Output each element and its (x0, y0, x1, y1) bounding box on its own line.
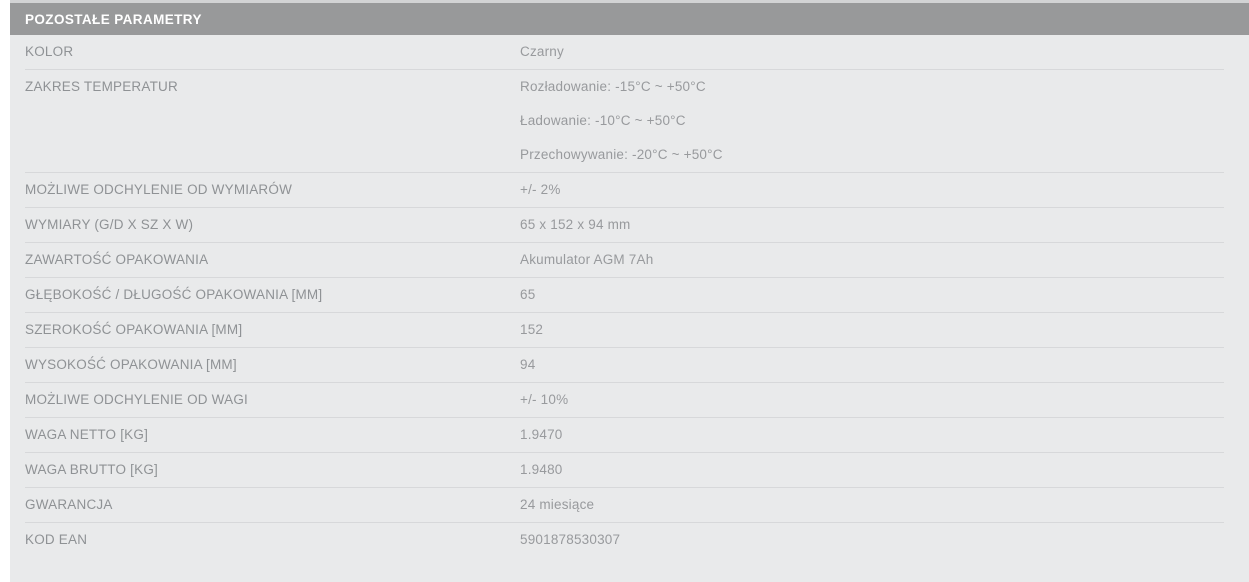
param-label: WYSOKOŚĆ OPAKOWANIA [MM] (25, 357, 237, 372)
param-label: SZEROKOŚĆ OPAKOWANIA [MM] (25, 322, 243, 337)
param-label: ZAKRES TEMPERATUR (25, 79, 178, 94)
table-row-zawartosc-opakowania (25, 243, 1224, 278)
table-row-gwarancja (25, 488, 1224, 523)
table-row-wysokosc-opakowania (25, 348, 1224, 383)
param-value: 1.9480 (520, 462, 563, 477)
spec-table (10, 35, 1249, 582)
param-value: 1.9470 (520, 427, 563, 442)
param-label: KOD EAN (25, 532, 88, 547)
table-row-kod-ean (25, 523, 1224, 557)
table-row-glebokosc-opakowania (25, 278, 1224, 313)
param-value: Rozładowanie: -15°C ~ +50°C Ładowanie: -10°C ~ +50°C Przechowywanie: -20°C ~ +50°C (520, 79, 723, 162)
param-value: 24 miesiące (520, 497, 595, 512)
param-value: 152 (520, 322, 544, 337)
table-row-waga-brutto (25, 453, 1224, 488)
param-label: WYMIARY (G/D X SZ X W) (25, 217, 194, 232)
param-value: 65 x 152 x 94 mm (520, 217, 631, 232)
table-row-szerokosc-opakowania (25, 313, 1224, 348)
param-label: GŁĘBOKOŚĆ / DŁUGOŚĆ OPAKOWANIA [MM] (25, 287, 323, 302)
table-row-kolor (25, 35, 1224, 70)
param-value: +/- 10% (520, 392, 569, 407)
param-value: 65 (520, 287, 536, 302)
parameters-panel (10, 0, 1249, 582)
param-label: GWARANCJA (25, 497, 113, 512)
param-label: WAGA NETTO [KG] (25, 427, 149, 442)
table-row-odchylenie-wymiarow (25, 173, 1224, 208)
param-value: Czarny (520, 44, 564, 59)
table-row-zakres-temperatur (25, 70, 1224, 173)
table-row-odchylenie-wagi (25, 383, 1224, 418)
section-title: POZOSTAŁE PARAMETRY (25, 11, 202, 27)
param-label: WAGA BRUTTO [KG] (25, 462, 158, 477)
param-label: MOŻLIWE ODCHYLENIE OD WYMIARÓW (25, 182, 293, 197)
param-label: ZAWARTOŚĆ OPAKOWANIA (25, 252, 209, 267)
param-value: 94 (520, 357, 536, 372)
param-value: Akumulator AGM 7Ah (520, 252, 654, 267)
table-row-wymiary (25, 208, 1224, 243)
param-label: KOLOR (25, 44, 74, 59)
param-value: +/- 2% (520, 182, 561, 197)
param-value: 5901878530307 (520, 532, 621, 547)
param-label: MOŻLIWE ODCHYLENIE OD WAGI (25, 392, 248, 407)
section-header (10, 3, 1249, 35)
table-row-waga-netto (25, 418, 1224, 453)
